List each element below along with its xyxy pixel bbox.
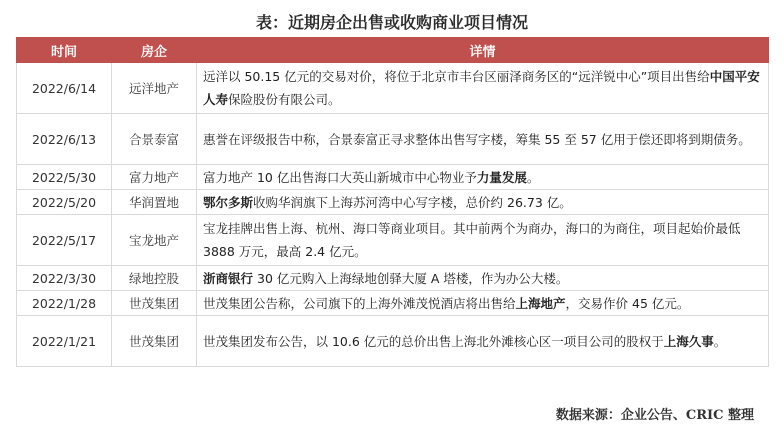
detail-bold-text: 上海地产 xyxy=(515,295,566,311)
row-date: 2022/3/30 xyxy=(17,266,112,291)
row-company: 合景泰富 xyxy=(112,114,197,165)
row-company: 富力地产 xyxy=(112,165,197,190)
detail-text: 宝龙挂牌出售上海、杭州、海口等商业项目。其中前两个为商办，海口的为商住，项目起始价最低 3888 万元，最高 2.4 亿元。 xyxy=(203,221,741,259)
header-detail: 详情 xyxy=(197,38,769,63)
row-detail xyxy=(197,114,769,165)
row-company: 世茂集团 xyxy=(112,291,197,316)
table-row xyxy=(17,190,769,215)
header-date: 时间 xyxy=(17,38,112,63)
table-row xyxy=(17,63,769,114)
detail-text: 。 xyxy=(713,333,727,349)
detail-bold-text: 中国平安人寿 xyxy=(203,69,760,107)
row-date: 2022/5/20 xyxy=(17,190,112,215)
detail-bold-text: 鄂尔多斯 xyxy=(203,194,254,210)
data-source-note: 数据来源：企业公告、CRIC 整理 xyxy=(555,408,754,423)
table-row xyxy=(17,165,769,190)
table-row xyxy=(17,316,769,367)
detail-text: 。 xyxy=(526,169,540,185)
row-date: 2022/6/13 xyxy=(17,114,112,165)
table-row xyxy=(17,215,769,266)
table-row xyxy=(17,114,769,165)
row-date: 2022/1/21 xyxy=(17,316,112,367)
detail-text: 保险股份有限公司。 xyxy=(228,92,341,107)
row-detail xyxy=(197,291,769,316)
transactions-table xyxy=(16,37,769,367)
detail-text: 远洋以 50.15 亿元的交易对价，将位于北京市丰台区丽泽商务区的“远洋锐中心”项目出售给 xyxy=(203,69,710,84)
row-detail xyxy=(197,63,769,114)
row-date: 2022/6/14 xyxy=(17,63,112,114)
detail-text: 世茂集团公告称，公司旗下的上海外滩茂悦酒店将出售给 xyxy=(203,295,516,311)
row-date: 2022/5/17 xyxy=(17,215,112,266)
header-company: 房企 xyxy=(112,38,197,63)
row-detail xyxy=(197,165,769,190)
detail-text: ，交易作价 45 亿元。 xyxy=(565,295,690,311)
row-company: 绿地控股 xyxy=(112,266,197,291)
table-title: 表：近期房企出售或收购商业项目情况 xyxy=(255,13,528,32)
detail-text: 富力地产 10 亿出售海口大英山新城市中心物业予 xyxy=(203,169,477,185)
header-row xyxy=(17,38,769,63)
row-company: 宝龙地产 xyxy=(112,215,197,266)
row-detail xyxy=(197,266,769,291)
row-company: 华润置地 xyxy=(112,190,197,215)
detail-text: 收购华润旗下上海苏河湾中心写字楼，总价约 26.73 亿。 xyxy=(253,194,572,210)
table-row xyxy=(17,266,769,291)
row-detail xyxy=(197,215,769,266)
table-row xyxy=(17,291,769,316)
detail-text: 世茂集团发布公告，以 10.6 亿元的总价出售上海北外滩核心区一项目公司的股权于 xyxy=(203,333,664,349)
row-company: 远洋地产 xyxy=(112,63,197,114)
detail-bold-text: 力量发展 xyxy=(476,169,527,185)
detail-bold-text: 浙商银行 xyxy=(203,270,254,286)
row-date: 2022/1/28 xyxy=(17,291,112,316)
row-detail xyxy=(197,316,769,367)
detail-text: 惠誉在评级报告中称，合景泰富正寻求整体出售写字楼，筹集 55 至 57 亿用于偿还即将到期债务。 xyxy=(203,131,751,147)
detail-bold-text: 上海久事 xyxy=(663,333,714,349)
row-date: 2022/5/30 xyxy=(17,165,112,190)
detail-text: 30 亿元购入上海绿地创驿大厦 A 塔楼，作为办公大楼。 xyxy=(253,270,569,286)
row-detail xyxy=(197,190,769,215)
row-company: 世茂集团 xyxy=(112,316,197,367)
